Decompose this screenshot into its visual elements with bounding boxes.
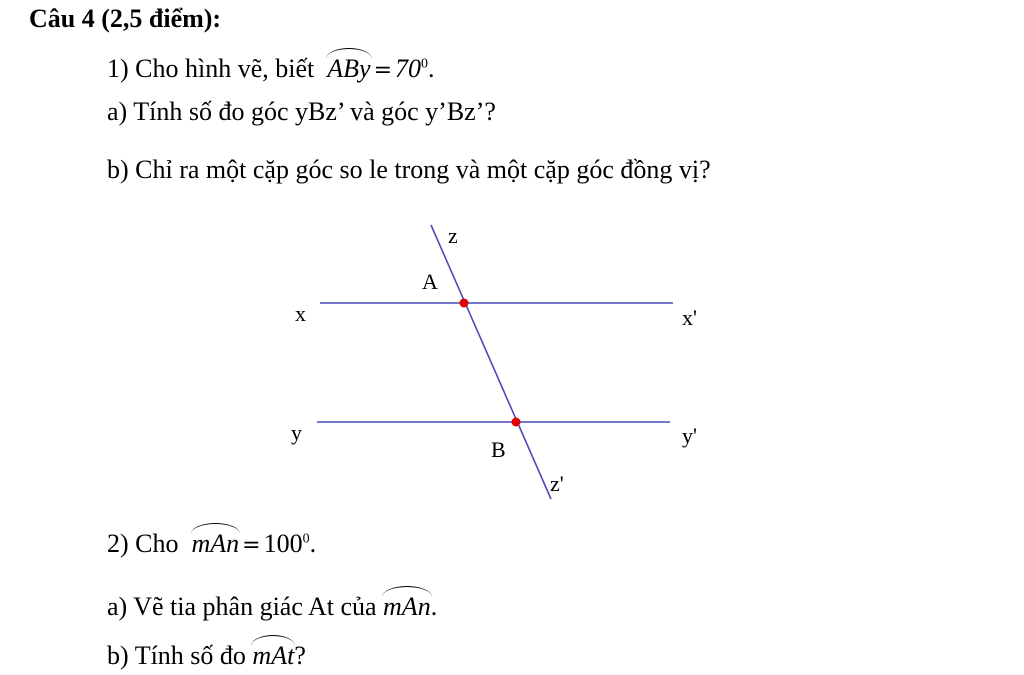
geometry-diagram	[280, 215, 720, 505]
part2-statement	[107, 525, 316, 561]
label-y-prime: y'	[682, 423, 697, 448]
part1-question-b: b) Chỉ ra một cặp góc so le trong và một cặp góc đồng vị?	[107, 155, 711, 184]
equals-sign: =	[373, 58, 393, 83]
angle-hat-man	[191, 523, 241, 534]
label-x: x	[295, 301, 306, 326]
part2-b-end: ?	[294, 641, 306, 670]
part2-a-text: a) Vẽ tia phân giác At của	[107, 592, 377, 621]
angle-hat-aby	[326, 48, 371, 59]
angle-mat: mAt	[252, 637, 294, 671]
angle-aby: ABy	[327, 50, 370, 84]
part1-statement	[107, 50, 435, 86]
part1-intro: 1) Cho hình vẽ, biết	[107, 54, 315, 83]
part2-question-a	[107, 588, 437, 622]
angle-man-2: mAn	[383, 588, 431, 622]
label-z-prime: z'	[550, 471, 564, 496]
label-x-prime: x'	[682, 305, 697, 330]
degree-superscript-2: 0	[302, 531, 310, 547]
part2-intro: 2) Cho	[107, 529, 179, 558]
angle-hat-man-2	[382, 586, 432, 597]
label-a: A	[422, 269, 438, 294]
part2-a-end: .	[430, 592, 438, 621]
label-z: z	[448, 223, 458, 248]
degree-superscript: 0	[421, 56, 429, 72]
label-b: B	[491, 437, 506, 462]
part1-end: .	[428, 54, 435, 83]
equals-sign-2: =	[242, 533, 261, 558]
point-a	[460, 299, 469, 308]
part2-end: .	[309, 529, 317, 558]
question-title: Câu 4 (2,5 điểm):	[29, 4, 222, 33]
angle-man: mAn	[192, 525, 240, 559]
angle-hat-mat	[251, 635, 295, 646]
part2-question-b	[107, 637, 306, 671]
angle-value-2: 100	[263, 529, 303, 558]
part1-question-a: a) Tính số đo góc yBz’ và góc y’Bz’?	[107, 97, 496, 126]
angle-value: 70	[395, 54, 422, 83]
part2-b-text: b) Tính số đo	[107, 641, 246, 670]
label-y: y	[291, 420, 302, 445]
point-b	[512, 418, 521, 427]
